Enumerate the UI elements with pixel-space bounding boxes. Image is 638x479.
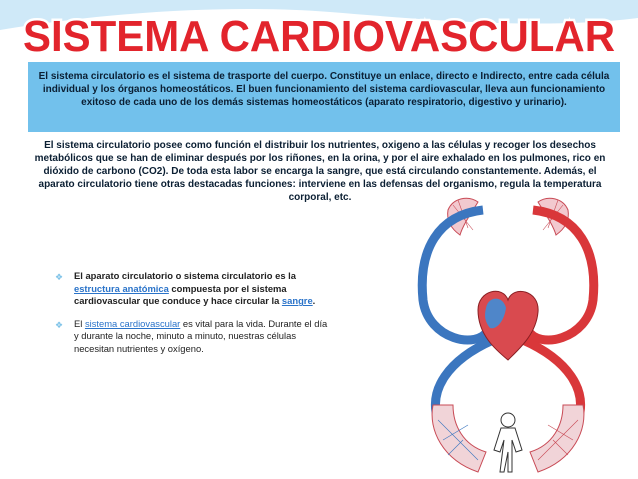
diamond-bullet-icon: ❖ xyxy=(55,272,64,282)
estructura-anatomica-link[interactable]: estructura anatómica xyxy=(74,282,169,294)
bullet-item-2 xyxy=(50,318,332,356)
sistema-cardiovascular-link[interactable]: sistema cardiovascular xyxy=(84,317,181,329)
bullet-list xyxy=(50,270,332,366)
page-title xyxy=(0,6,638,62)
heart xyxy=(478,291,538,360)
bullet-item-1 xyxy=(50,270,332,308)
bullet-1-text-cont: compuesta por el sistema cardiovascular que conduce y hace circular la xyxy=(74,282,287,307)
second-paragraph: El sistema circulatorio posee como función el distribuir los nutrientes, oxigeno a las células y recoger los desechos metabólicos que se han de eliminar después por los riñones, en la orina, y por el aire exhalado en los pulmones, rico en dióxido de carbono (CO2). De toda esta labor se encarga la sangre, que está circulando constantemente. Además, el aparato circulatorio tiene otras destacadas funciones: interviene en las defensas del organismo, regula la temperatura corporal, etc. xyxy=(34,140,606,203)
bullet-1-text: El aparato circulatorio o sistema circulatorio es la xyxy=(74,270,296,281)
sangre-link[interactable]: sangre xyxy=(281,295,313,307)
bullet-1-end: . xyxy=(312,295,316,307)
intro-paragraph: El sistema circulatorio es el sistema de trasporte del cuerpo. Constituye un enlace, directo e Indirecto, entre cada célula individual y los órganos homeostáticos. El buen funcionamiento del sistema cardiovascular, lleva aun funcionamiento exitoso de cada uno de los demás sistemas homeostáticos (aparato respiratorio, digestivo y urinario). xyxy=(38,71,610,109)
diamond-bullet-icon: ❖ xyxy=(55,319,64,330)
bullet-2-text: El xyxy=(74,317,85,329)
circulatory-system-diagram-icon xyxy=(408,190,608,479)
human-figure xyxy=(494,413,522,472)
page-title-text: SISTEMA CARDIOVASCULAR xyxy=(23,12,615,61)
intro-band xyxy=(28,62,620,132)
bullet-2-text-cont: es vital para la vida. Durante el día y durante la noche, minuto a minuto, nuestras células necesitan nutrientes y oxígeno. xyxy=(74,317,328,354)
